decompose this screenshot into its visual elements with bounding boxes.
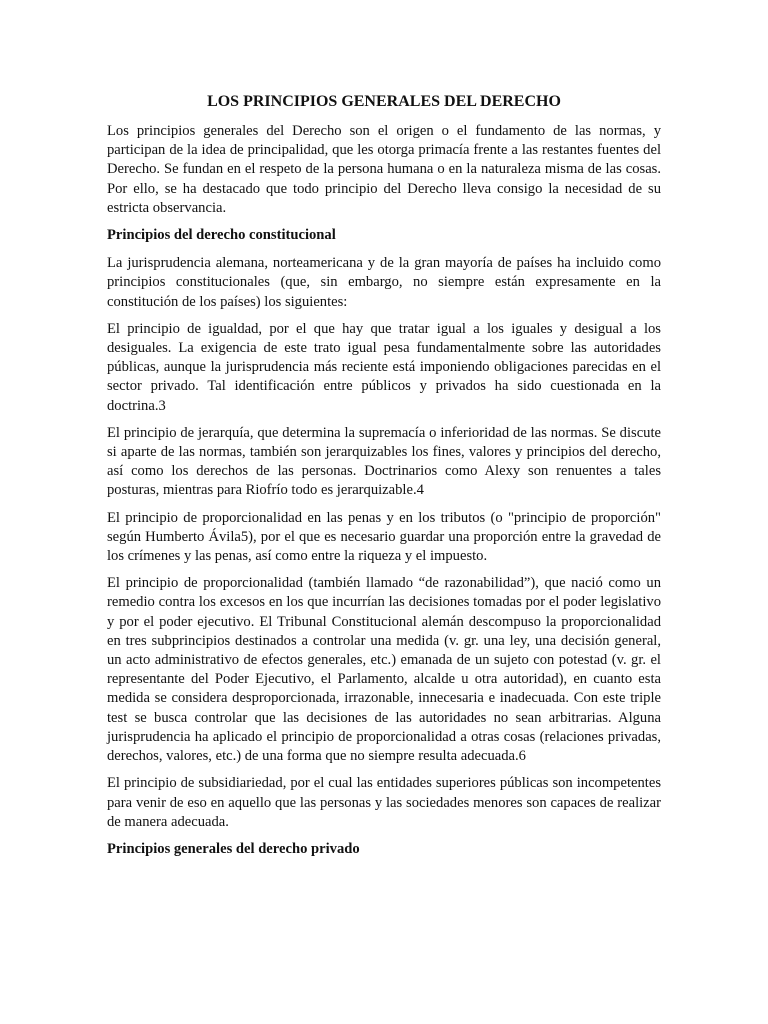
- intro-paragraph: Los principios generales del Derecho son el origen o el fundamento de las normas, y participan de la idea de principalidad, que les otorga primacía frente a las restantes fuentes del Derecho. Se fundan en el respeto de la persona humana o en la naturaleza misma de las cosas. Por ello, se ha destacado que todo principio del Derecho lleva consigo la necesidad de su estricta observancia.: [107, 123, 661, 216]
- section-heading-constitutional: Principios del derecho constitucional: [107, 227, 336, 244]
- section-heading-private-law: Principios generales del derecho privado: [107, 840, 360, 857]
- paragraph-jurisprudence: La jurisprudencia alemana, norteamericana y de la gran mayoría de países ha incluido como principios constitucionales (que, sin embargo, no siempre están expresamente en la constitución de los países) los siguientes:: [107, 255, 661, 310]
- paragraph-subsidiarity-principle: El principio de subsidiariedad, por el cual las entidades superiores públicas son incompetentes para venir de eso en aquello que las personas y las sociedades menores son capaces de realizar de manera adecuada.: [107, 775, 661, 830]
- paragraph-equality-principle: El principio de igualdad, por el que hay que tratar igual a los iguales y desigual a los desiguales. La exigencia de este trato igual pesa fundamentalmente sobre las autoridades públicas, aunque la jurisprudencia más reciente está imponiendo obligaciones parecidas en el sector privado. Tal identificación entre públicos y privados ha sido cuestionada en la doctrina.3: [107, 320, 661, 414]
- paragraph-hierarchy-principle: El principio de jerarquía, que determina la supremacía o inferioridad de las normas. Se discute si aparte de las normas, también son jerarquizables los fines, valores y principios del derecho, así como los derechos de las personas. Doctrinarios como Alexy son renuentes a tales posturas, mientras para Riofrío todo es jerarquizable.4: [107, 424, 661, 499]
- document-title: LOS PRINCIPIOS GENERALES DEL DERECHO: [207, 93, 561, 110]
- paragraph-proportionality-principle: El principio de proporcionalidad (también llamado “de razonabilidad”), que nació como un remedio contra los excesos en los que incurrían las decisiones tomadas por el poder legislativo y por el poder ejecutivo. El Tribunal Constitucional alemán descompuso la proporcionalidad en tres subprincipios destinados a controlar una medida (v. gr. una ley, una decisión general, un acto administrativo de efectos generales, etc.) emanada de un sujeto con potestad (v. gr. el representante del Poder Ejecutivo, el Parlamento, alcalde u otra autoridad), en cuanto esta medida se considera desproporcionada, irrazonable, innecesaria e inadecuada. Con este triple test se busca controlar que las decisiones de las autoridades no sean arbitrarias. Alguna jurisprudencia ha aplicado el principio de proporcionalidad a otras cosas (relaciones privadas, derechos, valores, etc.) de una forma que no siempre resulta adecuada.6: [107, 575, 661, 765]
- paragraph-proportion-penalties: El principio de proporcionalidad en las penas y en los tributos (o "principio de proporción" según Humberto Ávila5), por el que es necesario guardar una proporción entre la gravedad de los crímenes y las penas, así como entre la riqueza y el impuesto.: [107, 509, 661, 565]
- document-page: [107, 92, 661, 868]
